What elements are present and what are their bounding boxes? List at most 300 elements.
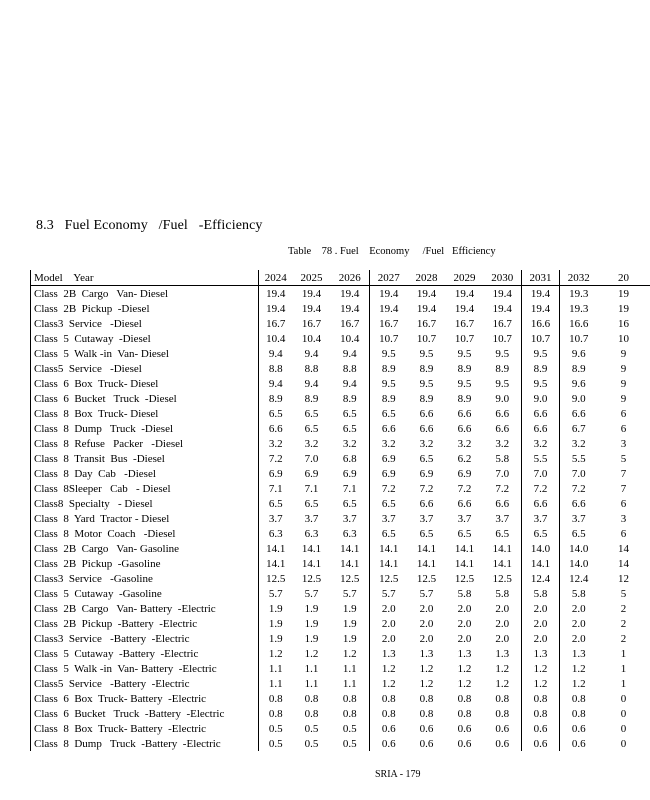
value-cell: 19 <box>618 287 629 300</box>
value-cell: 6.6 <box>419 497 434 510</box>
model-name-cell: Class 6 Bucket Truck -Diesel <box>31 391 259 406</box>
model-year-header: Model Year <box>31 270 259 286</box>
value-cell: 2.0 <box>419 617 434 630</box>
value-cell: 2.0 <box>457 602 472 615</box>
value-cell: 9.4 <box>342 347 357 360</box>
value-cell: 0.8 <box>522 706 560 721</box>
model-name-cell: Class5 Service -Diesel <box>31 361 259 376</box>
value-cell: 8.9 <box>304 392 319 405</box>
table-row <box>31 706 650 721</box>
value-cell: 6.6 <box>495 497 510 510</box>
value-cell: 1 <box>620 662 627 675</box>
model-name-cell: Class 5 Cutaway -Diesel <box>31 331 259 346</box>
model-name-cell: Class 8 Box Truck- Diesel <box>31 406 259 421</box>
value-cell: 8.9 <box>457 392 472 405</box>
value-cell: 5 <box>620 452 627 465</box>
table-row <box>31 496 650 511</box>
value-cell: 14 <box>618 542 629 555</box>
year-header: 2030 <box>484 270 522 286</box>
value-cell: 6.3 <box>259 526 293 541</box>
value-cell: 19.4 <box>416 302 437 315</box>
value-cell: 0.8 <box>495 707 510 720</box>
value-cell: 6.3 <box>304 527 319 540</box>
value-cell: 1.9 <box>259 631 293 646</box>
value-cell: 1.2 <box>457 677 472 690</box>
value-cell: 0 <box>620 707 627 720</box>
value-cell: 16.7 <box>301 317 322 330</box>
value-cell: 10.7 <box>522 331 560 346</box>
value-cell: 12.5 <box>340 572 360 585</box>
value-cell: 2 <box>620 617 627 630</box>
value-cell: 0.5 <box>342 737 357 750</box>
value-cell: 1.2 <box>560 661 598 676</box>
model-name-cell: Class 6 Box Truck- Battery -Electric <box>31 691 259 706</box>
value-cell: 6.5 <box>522 526 560 541</box>
value-cell: 19.4 <box>259 286 293 302</box>
model-name-cell: Class 2B Cargo Van- Diesel <box>31 286 259 302</box>
value-cell: 9.0 <box>495 392 510 405</box>
value-cell: 14.1 <box>454 542 475 555</box>
value-cell: 14.1 <box>259 541 293 556</box>
value-cell: 0.8 <box>370 706 408 721</box>
value-cell: 9 <box>620 392 627 405</box>
table-row <box>31 556 650 571</box>
value-cell: 19.4 <box>340 287 360 300</box>
value-cell: 0.8 <box>560 706 598 721</box>
value-cell: 1.9 <box>342 602 357 615</box>
value-cell: 1.9 <box>259 616 293 631</box>
value-cell: 5.7 <box>304 587 319 600</box>
value-cell: 16 <box>618 317 629 330</box>
value-cell: 9.6 <box>560 376 598 391</box>
value-cell: 14 <box>618 557 629 570</box>
value-cell: 3.2 <box>370 436 408 451</box>
value-cell: 1 <box>620 647 627 660</box>
value-cell: 19.4 <box>454 287 475 300</box>
value-cell: 19.4 <box>259 301 293 316</box>
value-cell: 14.1 <box>416 557 437 570</box>
value-cell: 8.9 <box>370 361 408 376</box>
value-cell: 7.2 <box>457 482 472 495</box>
value-cell: 16.7 <box>370 316 408 331</box>
table-body <box>31 286 650 752</box>
table-row <box>31 376 650 391</box>
value-cell: 0.8 <box>560 691 598 706</box>
section-heading: 8.3 Fuel Economy /Fuel -Efficiency <box>36 218 263 233</box>
table-row <box>31 301 650 316</box>
value-cell: 6.3 <box>342 527 357 540</box>
value-cell: 12.5 <box>492 572 512 585</box>
value-cell: 6.5 <box>259 496 293 511</box>
value-cell: 6.5 <box>304 407 319 420</box>
value-cell: 9.6 <box>560 346 598 361</box>
value-cell: 9 <box>620 347 627 360</box>
table-row <box>31 661 650 676</box>
model-name-cell: Class 5 Cutaway -Battery -Electric <box>31 646 259 661</box>
value-cell: 10.7 <box>560 331 598 346</box>
value-cell: 0 <box>620 722 627 735</box>
value-cell: 1.3 <box>560 646 598 661</box>
value-cell: 6 <box>620 407 627 420</box>
model-name-cell: Class5 Service -Battery -Electric <box>31 676 259 691</box>
value-cell: 0.8 <box>419 692 434 705</box>
model-name-cell: Class 6 Box Truck- Diesel <box>31 376 259 391</box>
value-cell: 10.7 <box>454 332 475 345</box>
value-cell: 14.1 <box>454 557 475 570</box>
value-cell: 2.0 <box>419 632 434 645</box>
value-cell: 1.3 <box>495 647 510 660</box>
value-cell: 3.2 <box>419 437 434 450</box>
value-cell: 1 <box>620 677 627 690</box>
value-cell: 12 <box>618 572 629 585</box>
value-cell: 0.8 <box>457 692 472 705</box>
year-header: 2026 <box>331 270 370 286</box>
value-cell: 8.9 <box>342 392 357 405</box>
value-cell: 16.7 <box>340 317 360 330</box>
model-name-cell: Class3 Service -Gasoline <box>31 571 259 586</box>
value-cell: 0.8 <box>457 707 472 720</box>
value-cell: 6.6 <box>419 407 434 420</box>
year-header: 2025 <box>293 270 331 286</box>
value-cell: 6 <box>620 422 627 435</box>
value-cell: 1.9 <box>304 632 319 645</box>
value-cell: 0 <box>620 737 627 750</box>
value-cell: 1.3 <box>370 646 408 661</box>
value-cell: 6.9 <box>419 467 434 480</box>
table-row <box>31 526 650 541</box>
value-cell: 7.2 <box>370 481 408 496</box>
value-cell: 7.1 <box>259 481 293 496</box>
value-cell: 6.6 <box>370 421 408 436</box>
model-name-cell: Class 8Sleeper Cab - Diesel <box>31 481 259 496</box>
value-cell: 2.0 <box>495 632 510 645</box>
value-cell: 3.7 <box>560 511 598 526</box>
value-cell: 2 <box>620 602 627 615</box>
value-cell: 1.1 <box>304 662 319 675</box>
value-cell: 6.5 <box>457 527 472 540</box>
model-name-cell: Class 2B Pickup -Diesel <box>31 301 259 316</box>
table-row <box>31 571 650 586</box>
value-cell: 7.2 <box>419 482 434 495</box>
value-cell: 0.5 <box>259 721 293 736</box>
value-cell: 9.4 <box>304 347 319 360</box>
value-cell: 3.2 <box>304 437 319 450</box>
value-cell: 0.5 <box>342 722 357 735</box>
value-cell: 19.4 <box>301 302 322 315</box>
value-cell: 3.2 <box>342 437 357 450</box>
value-cell: 1.2 <box>419 677 434 690</box>
value-cell: 2.0 <box>370 616 408 631</box>
value-cell: 3.7 <box>370 511 408 526</box>
value-cell: 7 <box>620 482 627 495</box>
value-cell: 0.6 <box>457 737 472 750</box>
value-cell: 2.0 <box>495 617 510 630</box>
value-cell: 0.6 <box>370 736 408 751</box>
model-name-cell: Class 2B Cargo Van- Battery -Electric <box>31 601 259 616</box>
value-cell: 14.1 <box>370 541 408 556</box>
value-cell: 7.0 <box>304 452 319 465</box>
value-cell: 10.7 <box>416 332 437 345</box>
value-cell: 0.8 <box>370 691 408 706</box>
value-cell: 6.5 <box>342 422 357 435</box>
value-cell: 19.4 <box>454 302 475 315</box>
value-cell: 0.6 <box>495 722 510 735</box>
value-cell: 5.8 <box>560 586 598 601</box>
table-row <box>31 316 650 331</box>
value-cell: 12.5 <box>370 571 408 586</box>
table-row <box>31 466 650 481</box>
value-cell: 16.7 <box>492 317 512 330</box>
value-cell: 14.1 <box>301 557 322 570</box>
value-cell: 0.6 <box>457 722 472 735</box>
value-cell: 1.9 <box>304 617 319 630</box>
value-cell: 19.3 <box>560 301 598 316</box>
value-cell: 14.1 <box>259 556 293 571</box>
value-cell: 10.4 <box>340 332 360 345</box>
value-cell: 0.6 <box>370 721 408 736</box>
value-cell: 0.6 <box>522 736 560 751</box>
value-cell: 16.7 <box>416 317 437 330</box>
table-header-row <box>31 270 650 286</box>
value-cell: 14.0 <box>560 556 598 571</box>
value-cell: 1.3 <box>457 647 472 660</box>
value-cell: 6.9 <box>259 466 293 481</box>
value-cell: 3.2 <box>522 436 560 451</box>
value-cell: 14.1 <box>370 556 408 571</box>
value-cell: 1.2 <box>522 661 560 676</box>
value-cell: 1.3 <box>419 647 434 660</box>
year-header: 2028 <box>408 270 446 286</box>
value-cell: 9 <box>620 362 627 375</box>
table-row <box>31 421 650 436</box>
value-cell: 9.4 <box>342 377 357 390</box>
value-cell: 16.7 <box>259 316 293 331</box>
value-cell: 12.5 <box>454 572 475 585</box>
value-cell: 6.5 <box>419 452 434 465</box>
value-cell: 0.6 <box>560 721 598 736</box>
value-cell: 9.5 <box>419 377 434 390</box>
value-cell: 5.5 <box>560 451 598 466</box>
value-cell: 1.9 <box>342 632 357 645</box>
value-cell: 2.0 <box>457 632 472 645</box>
value-cell: 6.5 <box>370 406 408 421</box>
value-cell: 6.9 <box>457 467 472 480</box>
fuel-economy-table <box>30 270 650 751</box>
table-row <box>31 436 650 451</box>
value-cell: 7.1 <box>304 482 319 495</box>
year-header: 2027 <box>370 270 408 286</box>
value-cell: 9.0 <box>560 391 598 406</box>
value-cell: 12.5 <box>301 572 322 585</box>
value-cell: 6.6 <box>457 497 472 510</box>
value-cell: 5.8 <box>495 452 510 465</box>
value-cell: 5.7 <box>419 587 434 600</box>
value-cell: 3.2 <box>457 437 472 450</box>
table-row <box>31 286 650 302</box>
value-cell: 19.4 <box>370 286 408 302</box>
value-cell: 1.9 <box>304 602 319 615</box>
model-name-cell: Class 8 Dump Truck -Diesel <box>31 421 259 436</box>
value-cell: 0.8 <box>304 692 319 705</box>
value-cell: 9.5 <box>419 347 434 360</box>
table-caption: Table 78 . Fuel Economy /Fuel Efficiency <box>288 246 496 257</box>
value-cell: 0.8 <box>419 707 434 720</box>
value-cell: 1.2 <box>419 662 434 675</box>
value-cell: 6.6 <box>522 421 560 436</box>
value-cell: 6.9 <box>304 467 319 480</box>
value-cell: 6.9 <box>342 467 357 480</box>
value-cell: 2.0 <box>560 631 598 646</box>
value-cell: 6.2 <box>457 452 472 465</box>
value-cell: 6.5 <box>370 526 408 541</box>
value-cell: 5.8 <box>457 587 472 600</box>
value-cell: 9.5 <box>457 377 472 390</box>
value-cell: 10.4 <box>259 331 293 346</box>
value-cell: 2.0 <box>370 631 408 646</box>
model-name-cell: Class 8 Day Cab -Diesel <box>31 466 259 481</box>
value-cell: 2.0 <box>522 601 560 616</box>
value-cell: 6.6 <box>560 406 598 421</box>
value-cell: 8.9 <box>419 392 434 405</box>
value-cell: 8.9 <box>370 391 408 406</box>
table-row <box>31 631 650 646</box>
value-cell: 9.5 <box>495 377 510 390</box>
value-cell: 7.2 <box>495 482 510 495</box>
table-row <box>31 346 650 361</box>
value-cell: 14.1 <box>492 557 512 570</box>
value-cell: 6.9 <box>370 451 408 466</box>
value-cell: 0.8 <box>259 691 293 706</box>
value-cell: 0.6 <box>419 737 434 750</box>
value-cell: 1.2 <box>560 676 598 691</box>
value-cell: 0.8 <box>495 692 510 705</box>
table-row <box>31 511 650 526</box>
value-cell: 1.1 <box>342 677 357 690</box>
value-cell: 0.6 <box>522 721 560 736</box>
value-cell: 3.7 <box>342 512 357 525</box>
value-cell: 1.1 <box>259 676 293 691</box>
value-cell: 1.2 <box>342 647 357 660</box>
value-cell: 1.2 <box>304 647 319 660</box>
value-cell: 6 <box>620 497 627 510</box>
year-header: 2024 <box>259 270 293 286</box>
model-name-cell: Class 5 Cutaway -Gasoline <box>31 586 259 601</box>
value-cell: 6.5 <box>259 406 293 421</box>
year-header: 2032 <box>560 270 598 286</box>
value-cell: 6.5 <box>342 407 357 420</box>
value-cell: 6.8 <box>342 452 357 465</box>
value-cell: 6.5 <box>342 497 357 510</box>
value-cell: 9.5 <box>495 347 510 360</box>
value-cell: 5.5 <box>522 451 560 466</box>
fuel-economy-table-container <box>30 270 629 751</box>
value-cell: 6.6 <box>522 496 560 511</box>
model-name-cell: Class 8 Refuse Packer -Diesel <box>31 436 259 451</box>
value-cell: 14.1 <box>492 542 512 555</box>
value-cell: 6.5 <box>495 527 510 540</box>
value-cell: 19.4 <box>522 301 560 316</box>
value-cell: 1.2 <box>370 676 408 691</box>
value-cell: 7.1 <box>342 482 357 495</box>
value-cell: 7.2 <box>259 451 293 466</box>
value-cell: 7.0 <box>560 466 598 481</box>
value-cell: 1.2 <box>259 646 293 661</box>
value-cell: 14.1 <box>340 557 360 570</box>
page-number: SRIA - 179 <box>375 769 421 780</box>
value-cell: 1.2 <box>370 661 408 676</box>
value-cell: 12.4 <box>560 571 598 586</box>
model-name-cell: Class 2B Cargo Van- Gasoline <box>31 541 259 556</box>
value-cell: 3.7 <box>419 512 434 525</box>
table-row <box>31 406 650 421</box>
value-cell: 6.6 <box>560 496 598 511</box>
value-cell: 8.8 <box>342 362 357 375</box>
value-cell: 1.1 <box>304 677 319 690</box>
model-name-cell: Class8 Specialty - Diesel <box>31 496 259 511</box>
value-cell: 5.8 <box>522 586 560 601</box>
value-cell: 3.7 <box>457 512 472 525</box>
value-cell: 5.7 <box>342 587 357 600</box>
value-cell: 19.4 <box>522 286 560 302</box>
table-row <box>31 601 650 616</box>
year-header: 2029 <box>446 270 484 286</box>
value-cell: 1.1 <box>259 661 293 676</box>
value-cell: 0.5 <box>304 737 319 750</box>
value-cell: 10.7 <box>492 332 512 345</box>
table-row <box>31 616 650 631</box>
value-cell: 0.8 <box>304 707 319 720</box>
value-cell: 1.9 <box>259 601 293 616</box>
value-cell: 3.7 <box>495 512 510 525</box>
value-cell: 6.6 <box>259 421 293 436</box>
value-cell: 8.9 <box>560 361 598 376</box>
value-cell: 0.8 <box>342 692 357 705</box>
value-cell: 3.7 <box>259 511 293 526</box>
value-cell: 6.6 <box>495 422 510 435</box>
model-name-cell: Class 2B Pickup -Battery -Electric <box>31 616 259 631</box>
value-cell: 3.7 <box>522 511 560 526</box>
value-cell: 19.4 <box>370 301 408 316</box>
value-cell: 19.4 <box>492 287 512 300</box>
value-cell: 3 <box>620 437 627 450</box>
value-cell: 7.2 <box>560 481 598 496</box>
value-cell: 9.5 <box>370 376 408 391</box>
table-row <box>31 736 650 751</box>
value-cell: 9.4 <box>259 376 293 391</box>
value-cell: 3 <box>620 512 627 525</box>
value-cell: 8.8 <box>304 362 319 375</box>
value-cell: 2.0 <box>370 601 408 616</box>
value-cell: 3.7 <box>304 512 319 525</box>
value-cell: 9.5 <box>522 346 560 361</box>
value-cell: 16.7 <box>454 317 475 330</box>
value-cell: 7 <box>620 467 627 480</box>
table-row <box>31 691 650 706</box>
value-cell: 5 <box>620 587 627 600</box>
value-cell: 6.5 <box>419 527 434 540</box>
value-cell: 0.8 <box>259 706 293 721</box>
value-cell: 0.6 <box>560 736 598 751</box>
table-row <box>31 361 650 376</box>
table-row <box>31 541 650 556</box>
value-cell: 9.5 <box>370 346 408 361</box>
value-cell: 14.0 <box>522 541 560 556</box>
model-name-cell: Class 8 Motor Coach -Diesel <box>31 526 259 541</box>
value-cell: 8.9 <box>522 361 560 376</box>
value-cell: 14.0 <box>560 541 598 556</box>
value-cell: 2.0 <box>419 602 434 615</box>
value-cell: 3.2 <box>495 437 510 450</box>
